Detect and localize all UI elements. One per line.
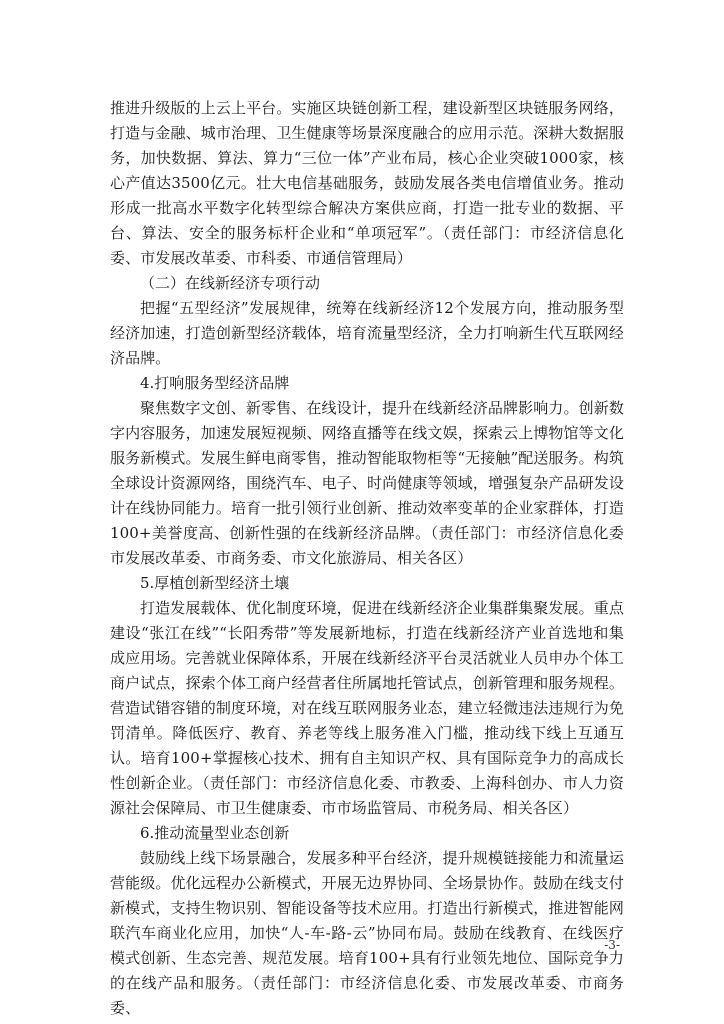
- item-6-title: 6.推动流量型业态创新: [140, 824, 290, 842]
- section-heading: （二）在线新经济专项行动: [140, 274, 321, 292]
- section-intro: 把握“五型经济”发展规律，统筹在线新经济12个发展方向，推动服务型经济加速，打造创新型经济载体，培育流量型经济，全力打响新生代互联网经济品牌。: [110, 299, 624, 367]
- item-4-body: 聚焦数字文创、新零售、在线设计，提升在线新经济品牌影响力。创新数字内容服务，加速发展短视频、网络直播等在线文娱，探索云上博物馆等文化服务新模式。发展生鲜电商零售，推动智能取物柜等“无接触”配送服务。构筑全球设计资源网络，围绕汽车、电子、时尚健康等领域，增强复杂产品研发设计在线协同能力。培育一批引领行业创新、推动效率变革的企业家群体，打造100+美誉度高、创新性强的在线新经济品牌。（责任部门：市经济信息化委市发展改革委、市商务委、市文化旅游局、相关各区）: [110, 399, 624, 567]
- paragraph-continued: 推进升级版的上云上平台。实施区块链创新工程，建设新型区块链服务网络，打造与金融、城市治理、卫生健康等场景深度融合的应用示范。深耕大数据服务，加快数据、算法、算力“三位一体”产业布局，核心企业突破1000家，核心产值达3500亿元。壮大电信基础服务，鼓励发展各类电信增值业务。推动形成一批高水平数字化转型综合解决方案供应商，打造一批专业的数据、平台、算法、安全的服务标杆企业和“单项冠军”。（责任部门：市经济信息化委、市发展改革委、市科委、市通信管理局）: [110, 99, 624, 267]
- item-4-title: 4.打响服务型经济品牌: [140, 374, 290, 392]
- page-number: -3-: [604, 938, 620, 952]
- item-6-body: 鼓励线上线下场景融合，发展多种平台经济，提升规模链接能力和流量运营能级。优化远程办公新模式，开展无边界协同、全场景协作。鼓励在线支付新模式，支持生物识别、智能设备等技术应用。打造出行新模式，推进智能网联汽车商业化应用，加快“人-车-路-云”协同布局。鼓励在线教育、在线医疗模式创新、生态完善、规范发展。培育100+具有行业领先地位、国际竞争力的在线产品和服务。（责任部门：市经济信息化委、市发展改革委、市商务委、: [110, 849, 624, 1017]
- document-page: [110, 96, 624, 1021]
- item-5-title: 5.厚植创新型经济土壤: [140, 574, 290, 592]
- item-5-body: 打造发展载体、优化制度环境，促进在线新经济企业集群集聚发展。重点建设“张江在线”“长阳秀带”等发展新地标，打造在线新经济产业首选地和集成应用场。完善就业保障体系，开展在线新经济平台灵活就业人员申办个体工商户试点，探索个体工商户经营者住所属地托管试点，创新管理和服务规程。营造试错容错的制度环境，对在线互联网服务业态，建立轻微违法违规行为免罚清单。降低医疗、教育、养老等线上服务准入门槛，推动线下线上互通互认。培育100+掌握核心技术、拥有自主知识产权、具有国际竞争力的高成长性创新企业。（责任部门：市经济信息化委、市教委、上海科创办、市人力资源社会保障局、市卫生健康委、市市场监管局、市税务局、相关各区）: [110, 599, 624, 817]
